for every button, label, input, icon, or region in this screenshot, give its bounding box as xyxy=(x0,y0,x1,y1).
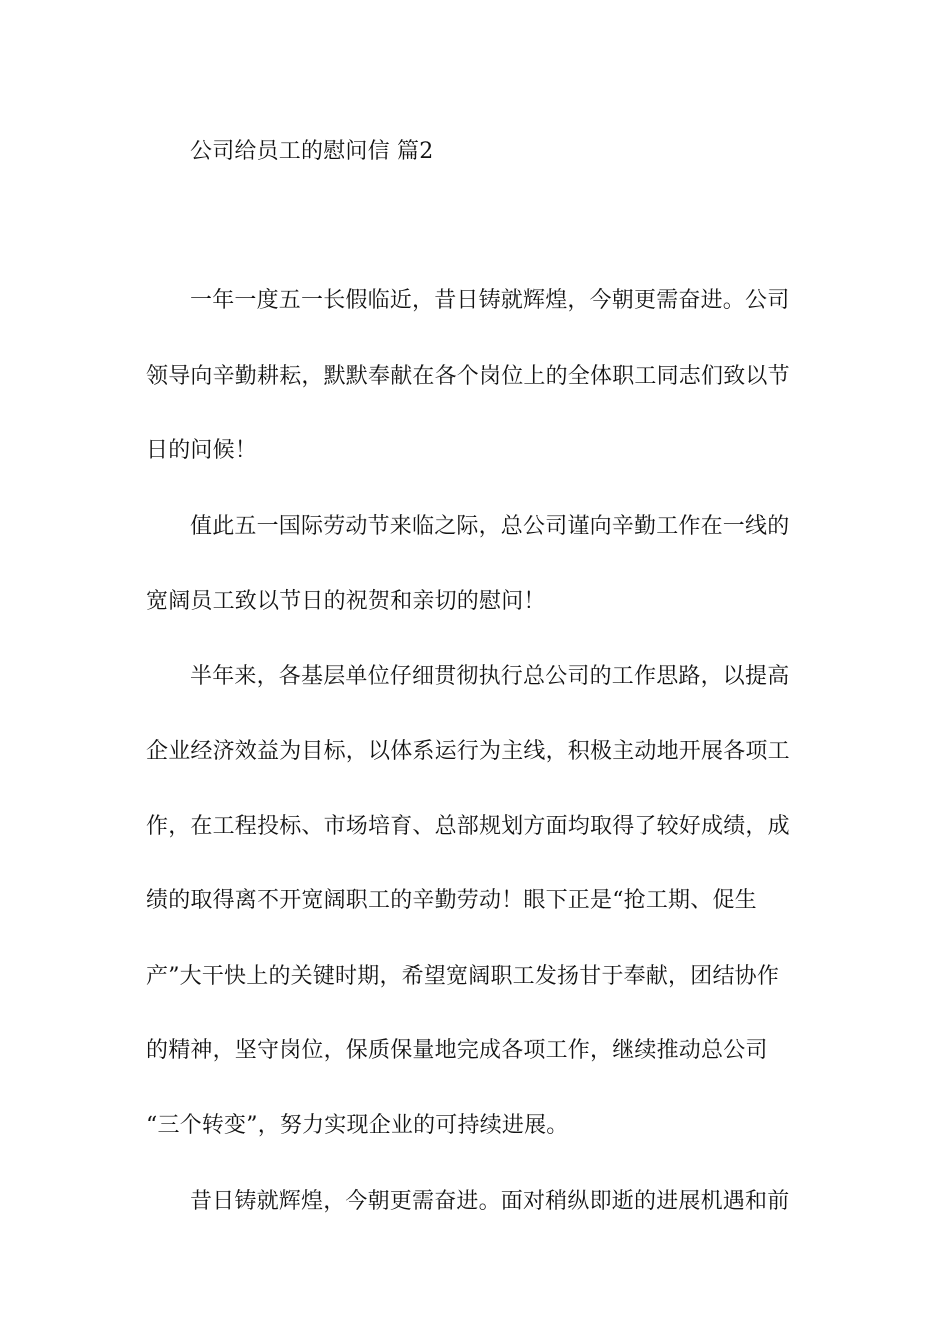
document-title: 公司给员工的慰问信 篇2 xyxy=(190,139,434,164)
paragraph-line: 日的问候！ xyxy=(146,438,258,463)
paragraph-line: 的精神，坚守岗位，保质保量地完成各项工作，继续推动总公司 xyxy=(146,1038,768,1063)
paragraph-line: 值此五一国际劳动节来临之际，总公司谨向辛勤工作在一线的 xyxy=(190,514,790,539)
paragraph-line: 一年一度五一长假临近，昔日铸就辉煌，今朝更需奋进。公司 xyxy=(190,288,790,313)
paragraph-line: 企业经济效益为目标，以体系运行为主线，积极主动地开展各项工 xyxy=(146,739,790,764)
paragraph-line: 产”大干快上的关键时期，希望宽阔职工发扬甘于奉献，团结协作 xyxy=(146,964,780,989)
paragraph-line: 昔日铸就辉煌，今朝更需奋进。面对稍纵即逝的进展机遇和前 xyxy=(190,1189,790,1214)
paragraph-line: 宽阔员工致以节日的祝贺和亲切的慰问！ xyxy=(146,589,546,614)
paragraph-line: 作，在工程投标、市场培育、总部规划方面均取得了较好成绩，成 xyxy=(146,814,790,839)
paragraph-line: 领导向辛勤耕耘，默默奉献在各个岗位上的全体职工同志们致以节 xyxy=(146,364,790,389)
paragraph-line: “三个转变”，努力实现企业的可持续进展。 xyxy=(146,1113,569,1138)
paragraph-line: 绩的取得离不开宽阔职工的辛勤劳动！眼下正是“抢工期、促生 xyxy=(146,888,757,913)
paragraph-line: 半年来，各基层单位仔细贯彻执行总公司的工作思路，以提高 xyxy=(190,664,790,689)
